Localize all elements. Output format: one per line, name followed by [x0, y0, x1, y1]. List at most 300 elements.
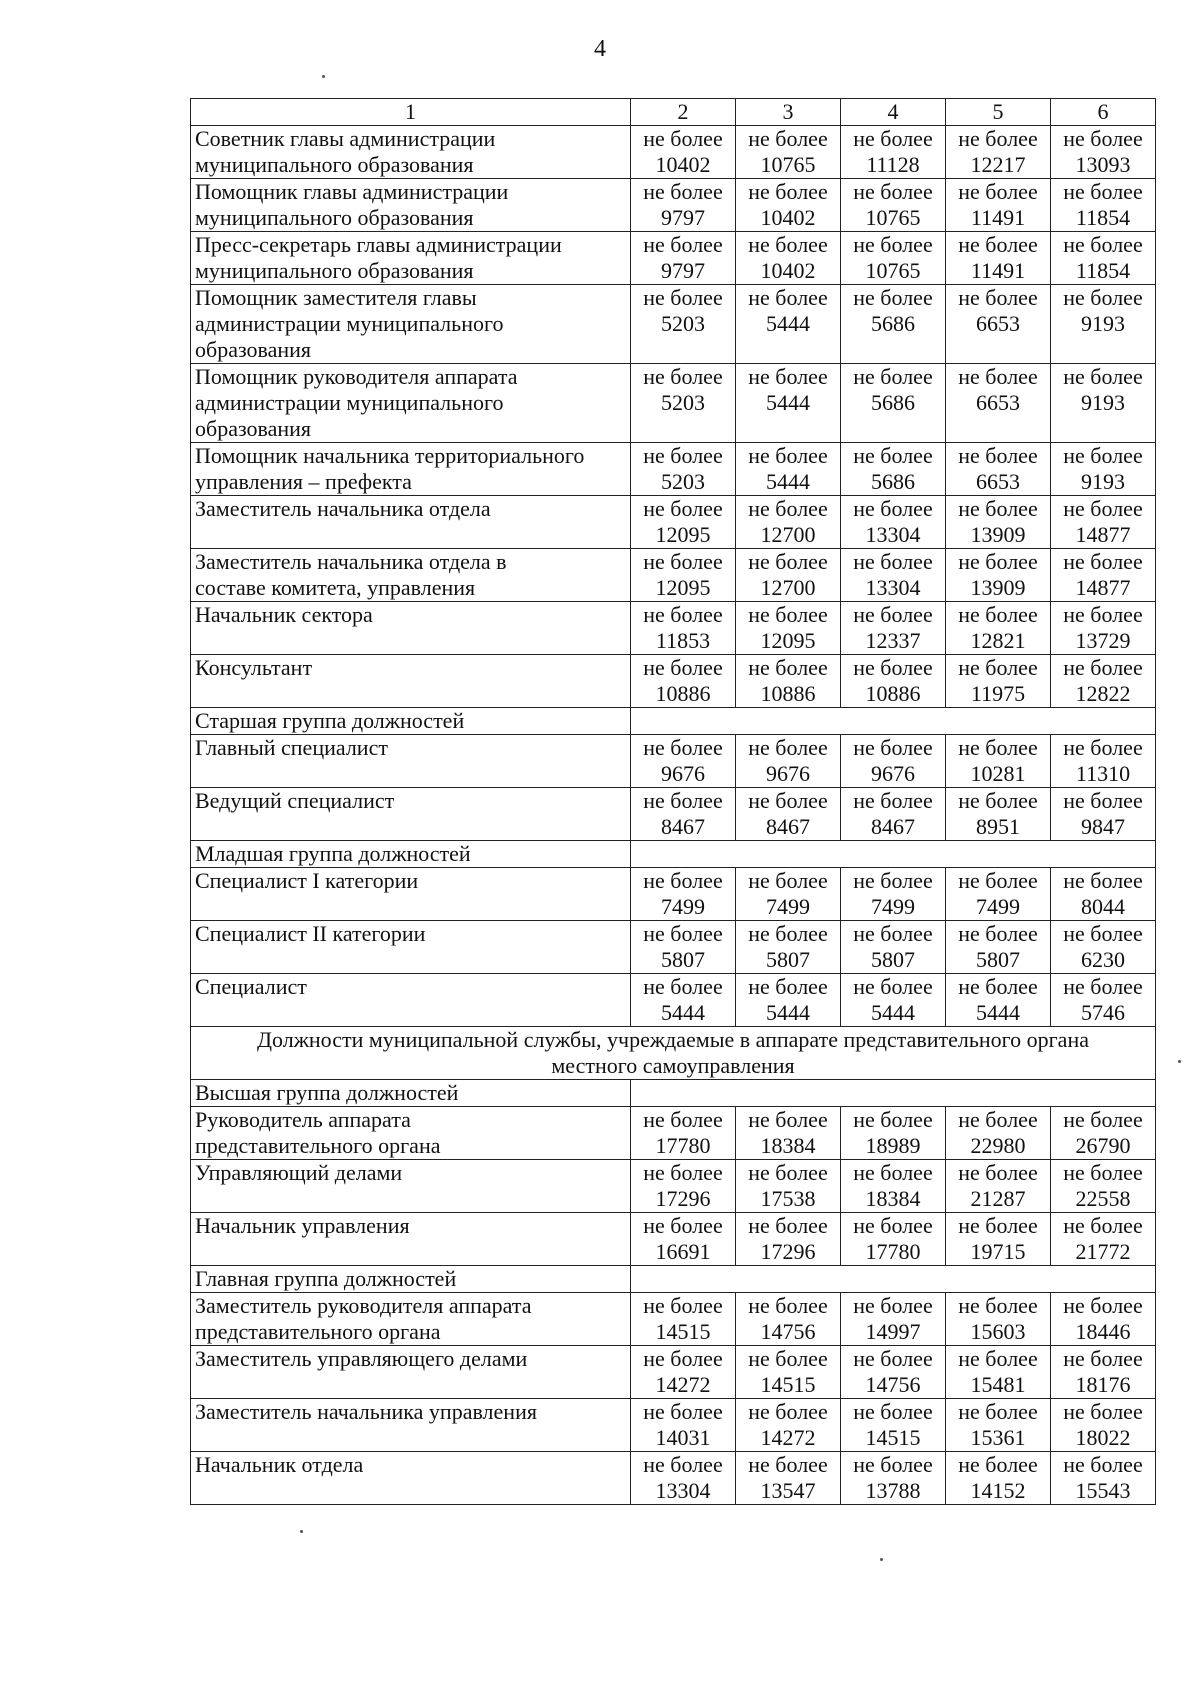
position-name-line: Руководитель аппарата [195, 1107, 411, 1132]
position-name [191, 1160, 631, 1213]
salary-prefix: не более [748, 126, 828, 151]
position-name [191, 974, 631, 1027]
salary-value: 10281 [970, 761, 1026, 786]
salary-value: 11310 [1075, 761, 1131, 786]
salary-value: 18384 [760, 1133, 816, 1158]
group-row [191, 841, 1156, 868]
empty-cell [631, 1266, 1156, 1293]
salary-cell [631, 179, 736, 232]
salary-cell [946, 868, 1051, 921]
salary-cell [841, 496, 946, 549]
salary-cell [1051, 443, 1156, 496]
salary-cell [946, 1293, 1051, 1346]
position-name-line: Помощник руководителя аппарата [195, 364, 518, 389]
salary-value: 5203 [661, 469, 705, 494]
salary-prefix: не более [748, 1107, 828, 1132]
salary-cell [736, 1160, 841, 1213]
salary-prefix: не более [958, 285, 1038, 310]
salary-value: 18176 [1075, 1372, 1131, 1397]
position-name-line: Заместитель начальника отдела [195, 496, 491, 521]
salary-value: 13304 [865, 522, 921, 547]
table-row [191, 232, 1156, 285]
position-name-line: Специалист II категории [195, 921, 426, 946]
salary-cell [1051, 868, 1156, 921]
salary-prefix: не более [853, 868, 933, 893]
salary-prefix: не более [1063, 126, 1143, 151]
salary-value: 7499 [871, 894, 915, 919]
salary-value: 13909 [970, 575, 1026, 600]
salary-cell [1051, 1293, 1156, 1346]
salary-value: 10886 [760, 681, 816, 706]
salary-table [190, 98, 1156, 1505]
position-name-line: муниципального образования [195, 258, 474, 283]
position-name-line: представительного органа [195, 1319, 441, 1344]
salary-value: 15481 [970, 1372, 1026, 1397]
salary-prefix: не более [958, 735, 1038, 760]
salary-prefix: не более [958, 179, 1038, 204]
salary-value: 10765 [865, 205, 921, 230]
position-name-line: Помощник начальника территориального [195, 443, 585, 468]
position-name-line: муниципального образования [195, 205, 474, 230]
salary-cell [841, 1107, 946, 1160]
salary-value: 12821 [970, 628, 1026, 653]
salary-cell [736, 126, 841, 179]
salary-cell [946, 443, 1051, 496]
position-name [191, 126, 631, 179]
position-name-line [195, 1000, 626, 1026]
salary-cell [841, 974, 946, 1027]
salary-value: 16691 [655, 1239, 711, 1264]
salary-prefix: не более [643, 788, 723, 813]
salary-value: 21287 [970, 1186, 1026, 1211]
salary-value: 5444 [766, 390, 810, 415]
position-name [191, 1399, 631, 1452]
salary-prefix: не более [1063, 364, 1143, 389]
salary-cell [1051, 602, 1156, 655]
salary-cell [736, 443, 841, 496]
section-title-line: местного самоуправления [551, 1053, 795, 1078]
salary-cell [1051, 1452, 1156, 1505]
salary-value: 9676 [661, 761, 705, 786]
salary-cell [631, 655, 736, 708]
salary-cell [841, 285, 946, 364]
salary-cell [946, 788, 1051, 841]
salary-prefix: не более [748, 364, 828, 389]
position-name-line: Заместитель начальника отдела в [195, 549, 507, 574]
salary-prefix: не более [958, 1452, 1038, 1477]
salary-cell [841, 1293, 946, 1346]
salary-prefix: не более [1063, 602, 1143, 627]
salary-cell [631, 1399, 736, 1452]
salary-value: 22980 [970, 1133, 1026, 1158]
table-row [191, 655, 1156, 708]
salary-value: 17538 [760, 1186, 816, 1211]
salary-value: 17296 [760, 1239, 816, 1264]
position-name [191, 921, 631, 974]
salary-cell [841, 1346, 946, 1399]
salary-prefix: не более [643, 285, 723, 310]
salary-cell [946, 364, 1051, 443]
salary-prefix: не более [958, 1293, 1038, 1318]
table-row [191, 126, 1156, 179]
salary-value: 11491 [970, 258, 1026, 283]
salary-value: 14152 [970, 1478, 1026, 1503]
salary-value: 13304 [655, 1478, 711, 1503]
salary-value: 13547 [760, 1478, 816, 1503]
salary-cell [1051, 285, 1156, 364]
group-title: Младшая группа должностей [191, 841, 631, 868]
salary-cell [736, 1107, 841, 1160]
position-name [191, 655, 631, 708]
salary-prefix: не более [643, 868, 723, 893]
salary-value: 11491 [970, 205, 1026, 230]
salary-prefix: не более [958, 602, 1038, 627]
salary-cell [631, 364, 736, 443]
salary-prefix: не более [748, 1452, 828, 1477]
salary-value: 6653 [976, 469, 1020, 494]
salary-prefix: не более [958, 974, 1038, 999]
table-row [191, 1107, 1156, 1160]
salary-prefix: не более [958, 232, 1038, 257]
salary-value: 12217 [970, 152, 1026, 177]
salary-prefix: не более [748, 602, 828, 627]
salary-cell [631, 1346, 736, 1399]
salary-prefix: не более [1063, 285, 1143, 310]
salary-cell [1051, 788, 1156, 841]
position-name-line [195, 1425, 626, 1451]
salary-value: 10765 [760, 152, 816, 177]
scan-speck [880, 1558, 883, 1561]
salary-cell [946, 496, 1051, 549]
salary-value: 8467 [871, 814, 915, 839]
salary-cell [1051, 496, 1156, 549]
salary-cell [1051, 1399, 1156, 1452]
table-row [191, 496, 1156, 549]
salary-cell [841, 364, 946, 443]
position-name-line [195, 681, 626, 707]
salary-value: 8951 [976, 814, 1020, 839]
salary-prefix: не более [748, 232, 828, 257]
salary-prefix: не более [853, 443, 933, 468]
salary-value: 5444 [976, 1000, 1020, 1025]
salary-prefix: не более [958, 1346, 1038, 1371]
salary-prefix: не более [853, 1293, 933, 1318]
salary-cell [736, 602, 841, 655]
position-name-line: Советник главы администрации [195, 126, 496, 151]
salary-value: 11854 [1075, 258, 1131, 283]
salary-prefix: не более [1063, 549, 1143, 574]
position-name-line [195, 894, 626, 920]
salary-prefix: не более [958, 364, 1038, 389]
position-name-line: Заместитель начальника управления [195, 1399, 537, 1424]
salary-cell [946, 974, 1051, 1027]
position-name [191, 285, 631, 364]
salary-prefix: не более [853, 179, 933, 204]
salary-value: 14877 [1075, 522, 1131, 547]
salary-cell [631, 788, 736, 841]
salary-prefix: не более [958, 1399, 1038, 1424]
table-row [191, 1346, 1156, 1399]
position-name-line: администрации муниципального [195, 390, 504, 415]
position-name-line: Помощник заместителя главы [195, 285, 477, 310]
salary-cell [946, 179, 1051, 232]
salary-prefix: не более [853, 1107, 933, 1132]
salary-cell [1051, 179, 1156, 232]
salary-cell [841, 179, 946, 232]
scan-speck [322, 75, 325, 78]
salary-prefix: не более [958, 549, 1038, 574]
salary-value: 5686 [871, 311, 915, 336]
salary-prefix: не более [853, 496, 933, 521]
table-row [191, 549, 1156, 602]
salary-cell [841, 1399, 946, 1452]
salary-cell [631, 1452, 736, 1505]
salary-prefix: не более [853, 232, 933, 257]
salary-prefix: не более [853, 602, 933, 627]
salary-prefix: не более [1063, 1293, 1143, 1318]
position-name-line: муниципального образования [195, 152, 474, 177]
salary-value: 12822 [1075, 681, 1131, 706]
salary-cell [631, 868, 736, 921]
salary-prefix: не более [853, 285, 933, 310]
salary-value: 10402 [760, 258, 816, 283]
salary-cell [631, 1213, 736, 1266]
salary-cell [1051, 1107, 1156, 1160]
salary-cell [736, 364, 841, 443]
position-name [191, 1107, 631, 1160]
salary-value: 7499 [976, 894, 1020, 919]
salary-value: 5807 [661, 947, 705, 972]
salary-prefix: не более [853, 364, 933, 389]
table-row [191, 1399, 1156, 1452]
salary-value: 13788 [865, 1478, 921, 1503]
salary-cell [631, 496, 736, 549]
salary-prefix: не более [853, 974, 933, 999]
salary-prefix: не более [1063, 735, 1143, 760]
salary-prefix: не более [643, 232, 723, 257]
position-name [191, 1346, 631, 1399]
salary-cell [736, 496, 841, 549]
salary-cell [736, 1346, 841, 1399]
salary-value: 5203 [661, 311, 705, 336]
salary-value: 5444 [766, 469, 810, 494]
position-name-line [195, 1372, 626, 1398]
salary-value: 9193 [1081, 469, 1125, 494]
salary-cell [946, 602, 1051, 655]
salary-value: 10886 [865, 681, 921, 706]
salary-cell [1051, 364, 1156, 443]
salary-value: 8044 [1081, 894, 1125, 919]
salary-value: 12095 [655, 575, 711, 600]
table-row [191, 868, 1156, 921]
salary-value: 12337 [865, 628, 921, 653]
position-name-line: Начальник сектора [195, 602, 373, 627]
salary-prefix: не более [643, 496, 723, 521]
salary-cell [736, 1213, 841, 1266]
salary-prefix: не более [643, 1452, 723, 1477]
salary-value: 11128 [866, 152, 920, 177]
salary-prefix: не более [1063, 443, 1143, 468]
salary-value: 12095 [655, 522, 711, 547]
section-title-line: Должности муниципальной службы, учреждаемые в аппарате представительного органа [257, 1027, 1089, 1052]
salary-prefix: не более [643, 921, 723, 946]
salary-value: 15543 [1075, 1478, 1131, 1503]
salary-cell [946, 232, 1051, 285]
salary-value: 9676 [871, 761, 915, 786]
salary-value: 26790 [1075, 1133, 1131, 1158]
salary-value: 12700 [760, 575, 816, 600]
salary-value: 18384 [865, 1186, 921, 1211]
salary-value: 15603 [970, 1319, 1026, 1344]
salary-cell [841, 549, 946, 602]
position-name [191, 364, 631, 443]
salary-value: 9676 [766, 761, 810, 786]
salary-prefix: не более [748, 921, 828, 946]
salary-cell [1051, 549, 1156, 602]
salary-cell [946, 1107, 1051, 1160]
salary-value: 5444 [871, 1000, 915, 1025]
position-name-line [195, 1239, 626, 1265]
salary-cell [946, 1346, 1051, 1399]
salary-cell [736, 655, 841, 708]
column-header: 6 [1051, 99, 1156, 126]
salary-value: 9797 [661, 205, 705, 230]
scan-speck [300, 1530, 303, 1533]
salary-value: 11975 [970, 681, 1026, 706]
salary-cell [736, 735, 841, 788]
salary-value: 5686 [871, 469, 915, 494]
salary-prefix: не более [1063, 1346, 1143, 1371]
salary-prefix: не более [1063, 974, 1143, 999]
salary-cell [841, 921, 946, 974]
salary-value: 13093 [1075, 152, 1131, 177]
position-name-line: представительного органа [195, 1133, 441, 1158]
salary-value: 21772 [1075, 1239, 1131, 1264]
salary-prefix: не более [1063, 868, 1143, 893]
salary-value: 5444 [766, 311, 810, 336]
table-row [191, 1293, 1156, 1346]
position-name [191, 602, 631, 655]
group-row [191, 1080, 1156, 1107]
salary-cell [1051, 126, 1156, 179]
salary-cell [736, 868, 841, 921]
salary-value: 13304 [865, 575, 921, 600]
salary-prefix: не более [958, 496, 1038, 521]
position-name-line [195, 1186, 626, 1212]
salary-value: 17780 [865, 1239, 921, 1264]
salary-prefix: не более [853, 655, 933, 680]
scan-speck [1178, 1060, 1181, 1063]
position-name [191, 1293, 631, 1346]
salary-prefix: не более [1063, 655, 1143, 680]
group-row [191, 1266, 1156, 1293]
empty-cell [631, 1080, 1156, 1107]
salary-prefix: не более [748, 788, 828, 813]
salary-value: 18446 [1075, 1319, 1131, 1344]
column-header: 3 [736, 99, 841, 126]
salary-prefix: не более [643, 179, 723, 204]
salary-value: 5686 [871, 390, 915, 415]
salary-prefix: не более [1063, 1160, 1143, 1185]
salary-cell [736, 974, 841, 1027]
salary-value: 7499 [766, 894, 810, 919]
salary-value: 6653 [976, 390, 1020, 415]
salary-value: 9847 [1081, 814, 1125, 839]
salary-table-body [191, 99, 1156, 1505]
position-name [191, 549, 631, 602]
salary-prefix: не более [958, 655, 1038, 680]
salary-cell [841, 1452, 946, 1505]
table-row [191, 788, 1156, 841]
position-name-line: Специалист I категории [195, 868, 419, 893]
salary-value: 14756 [865, 1372, 921, 1397]
position-name-line [195, 814, 626, 840]
salary-cell [631, 1107, 736, 1160]
section-title [191, 1027, 1156, 1080]
position-name-line: Управляющий делами [195, 1160, 403, 1185]
column-header: 2 [631, 99, 736, 126]
salary-prefix: не более [748, 1213, 828, 1238]
salary-value: 18022 [1075, 1425, 1131, 1450]
salary-value: 5807 [871, 947, 915, 972]
salary-cell [841, 1160, 946, 1213]
table-row [191, 1213, 1156, 1266]
table-row [191, 974, 1156, 1027]
salary-cell [631, 735, 736, 788]
salary-value: 5444 [766, 1000, 810, 1025]
salary-cell [736, 788, 841, 841]
salary-value: 7499 [661, 894, 705, 919]
salary-cell [1051, 1160, 1156, 1213]
position-name-line: Заместитель управляющего делами [195, 1346, 528, 1371]
salary-value: 14031 [655, 1425, 711, 1450]
salary-prefix: не более [1063, 1399, 1143, 1424]
empty-cell [631, 708, 1156, 735]
salary-cell [1051, 1346, 1156, 1399]
salary-cell [631, 602, 736, 655]
salary-cell [631, 285, 736, 364]
salary-value: 18989 [865, 1133, 921, 1158]
table-row [191, 179, 1156, 232]
salary-prefix: не более [958, 1160, 1038, 1185]
salary-prefix: не более [1063, 1107, 1143, 1132]
salary-prefix: не более [748, 868, 828, 893]
salary-prefix: не более [853, 735, 933, 760]
salary-value: 8467 [661, 814, 705, 839]
salary-cell [1051, 735, 1156, 788]
salary-value: 12700 [760, 522, 816, 547]
salary-prefix: не более [958, 788, 1038, 813]
salary-prefix: не более [748, 1293, 828, 1318]
salary-prefix: не более [643, 602, 723, 627]
salary-value: 10402 [655, 152, 711, 177]
salary-value: 14756 [760, 1319, 816, 1344]
position-name-line: Специалист [195, 974, 307, 999]
group-title: Главная группа должностей [191, 1266, 631, 1293]
salary-cell [631, 126, 736, 179]
position-name [191, 868, 631, 921]
salary-cell [841, 232, 946, 285]
salary-cell [946, 1160, 1051, 1213]
position-name-line: администрации муниципального [195, 311, 504, 336]
salary-cell [841, 788, 946, 841]
position-name [191, 232, 631, 285]
table-row [191, 602, 1156, 655]
salary-value: 12095 [760, 628, 816, 653]
salary-prefix: не более [748, 735, 828, 760]
salary-value: 17780 [655, 1133, 711, 1158]
salary-cell [736, 1293, 841, 1346]
